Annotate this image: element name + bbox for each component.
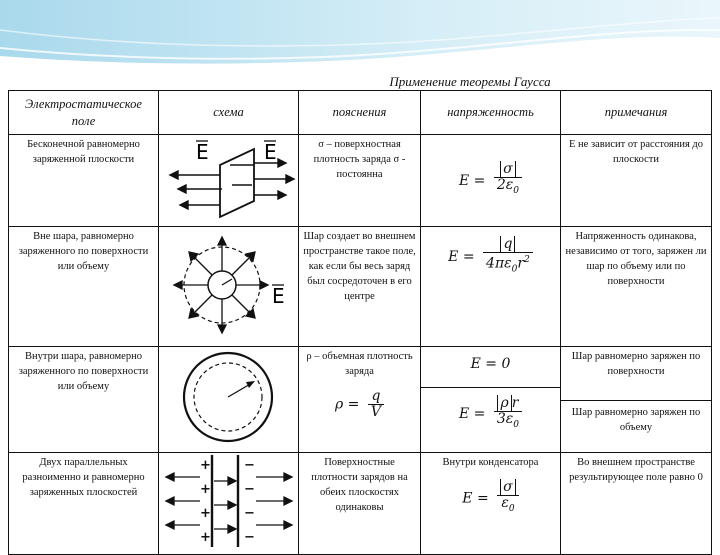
charged-plane xyxy=(220,149,254,217)
field-cell xyxy=(9,135,159,227)
capacitor-formula: E = $\frac{\sigma}{\varepsilon_0}$ xyxy=(424,480,557,517)
scheme-cell xyxy=(159,227,299,347)
sphere-inside-formula: E = $\frac{\text{ρ r}}{3\varepsilon_0}$ xyxy=(459,406,522,422)
intensity-cell xyxy=(421,227,561,347)
note-text: Напряженность одинакова, независимо от того, заряжен ли шар по объему или по поверхности xyxy=(565,231,707,287)
field-text: Бесконечной равномерно заряженной плоскости xyxy=(27,139,140,165)
note-text: Е не зависит от расстояния до плоскости xyxy=(569,139,703,165)
formula-numerator: q xyxy=(368,389,384,405)
formula-denominator: 3ε xyxy=(496,411,514,427)
formula-numerator: ρ xyxy=(497,395,511,411)
formula-subscript: 0 xyxy=(511,264,518,275)
formula-denominator: 4πε xyxy=(486,255,512,272)
field-arrows xyxy=(170,159,294,209)
formula-numerator: σ xyxy=(500,161,516,177)
formula-lhs: E xyxy=(448,249,459,266)
header-intensity: напряженность xyxy=(421,91,561,135)
field-cell xyxy=(9,347,159,453)
note-volume xyxy=(561,401,711,439)
formula-lhs: E xyxy=(458,172,470,189)
header-notes: примечания xyxy=(561,91,712,135)
intensity-cell xyxy=(421,453,561,555)
explanation-text: ρ – объемная плотность заряда xyxy=(306,351,413,377)
plate-charge: + xyxy=(199,482,211,497)
note-text: Шар равномерно заряжен по объему xyxy=(571,407,701,433)
header-field: Электростатическое поле xyxy=(9,91,159,135)
intensity-volume xyxy=(421,388,560,433)
explanation-cell xyxy=(299,135,421,227)
field-vector-label: E xyxy=(271,284,285,308)
field-vector-label: E xyxy=(195,140,209,164)
formula-radius: r xyxy=(517,255,525,272)
intensity-surface xyxy=(421,347,560,388)
intensity-label: Внутри конденсатора xyxy=(442,457,539,468)
plane-field-formula: E = $\frac{\sigma}{2\varepsilon_0}$ xyxy=(459,173,522,189)
plate-charge: − xyxy=(243,530,255,545)
explanation-text: Шар создает во внешнем пространстве такое поле, как если бы весь заряд был сосредоточен в его центре xyxy=(303,231,416,302)
field-vector-label: E xyxy=(263,140,277,164)
intensity-cell xyxy=(421,347,561,453)
plate-charge: − xyxy=(243,506,255,521)
field-text: Вне шара, равномерно заряженного по поверхности или объему xyxy=(18,231,149,272)
density-formula: ρ = $\frac{q}{V}$ xyxy=(302,389,417,420)
page-title: Применение теоремы Гаусса xyxy=(389,74,551,89)
explanation-text: σ – поверхностная плотность заряда σ - постоянна xyxy=(313,139,406,180)
plate-charge: + xyxy=(199,530,211,545)
sphere-outside-formula: E = $\frac{q}{4\pi\varepsilon_0r^2}$ xyxy=(448,249,533,265)
capacitor-diagram xyxy=(160,453,298,549)
table-row xyxy=(9,347,712,453)
formula-denominator: V xyxy=(370,404,381,420)
formula-numerator: q xyxy=(500,236,515,252)
formula-radius: r xyxy=(511,395,519,411)
scheme-cell xyxy=(159,453,299,555)
field-cell xyxy=(9,227,159,347)
scheme-cell xyxy=(159,347,299,453)
explanation-text: Поверхностные плотности зарядов на обеих плоскостях одинаковы xyxy=(311,457,408,513)
formula-subscript: 0 xyxy=(513,185,520,196)
sphere-outside-diagram xyxy=(160,227,298,341)
field-text: Внутри шара, равномерно заряженного по поверхности или объему xyxy=(18,351,149,392)
intensity-cell xyxy=(421,135,561,227)
field-cell xyxy=(9,453,159,555)
explanation-cell xyxy=(299,347,421,453)
formula-subscript: 0 xyxy=(513,419,520,430)
formula-denominator: 2ε xyxy=(496,177,514,194)
note-text: Шар равномерно заряжен по поверхности xyxy=(571,351,701,377)
plate-charge: − xyxy=(243,458,255,473)
formula-subscript: 0 xyxy=(508,503,515,514)
note-surface xyxy=(561,347,711,401)
scheme-cell xyxy=(159,135,299,227)
explanation-cell xyxy=(299,227,421,347)
plate-charge: + xyxy=(199,458,211,473)
sphere-inside-diagram xyxy=(160,347,298,447)
plate-charge: − xyxy=(243,482,255,497)
table-row xyxy=(9,453,712,555)
notes-cell xyxy=(561,227,712,347)
table-row xyxy=(9,135,712,227)
field-text: Двух параллельных разноименно и равномерно заряженных плоскостей xyxy=(22,457,145,498)
formula-lhs: ρ xyxy=(335,396,344,413)
formula-denominator: ε xyxy=(501,495,509,511)
notes-cell xyxy=(561,347,712,453)
gauss-table xyxy=(8,90,712,555)
explanation-cell xyxy=(299,453,421,555)
notes-cell xyxy=(561,453,712,555)
table-row xyxy=(9,227,712,347)
header-scheme: схема xyxy=(159,91,299,135)
formula-power: 2 xyxy=(524,255,530,265)
formula-numerator: σ xyxy=(500,479,516,495)
note-text: Во внешнем пространстве результирующее поле равно 0 xyxy=(569,457,703,483)
notes-cell xyxy=(561,135,712,227)
decorative-banner xyxy=(0,0,720,70)
header-row xyxy=(9,91,712,135)
plate-charge: + xyxy=(199,506,211,521)
zero-field-formula: E = 0 xyxy=(470,356,511,372)
formula-lhs: E xyxy=(458,406,470,423)
header-explanation: пояснения xyxy=(299,91,421,135)
formula-lhs: E xyxy=(462,490,473,507)
plane-field-diagram xyxy=(160,135,298,221)
